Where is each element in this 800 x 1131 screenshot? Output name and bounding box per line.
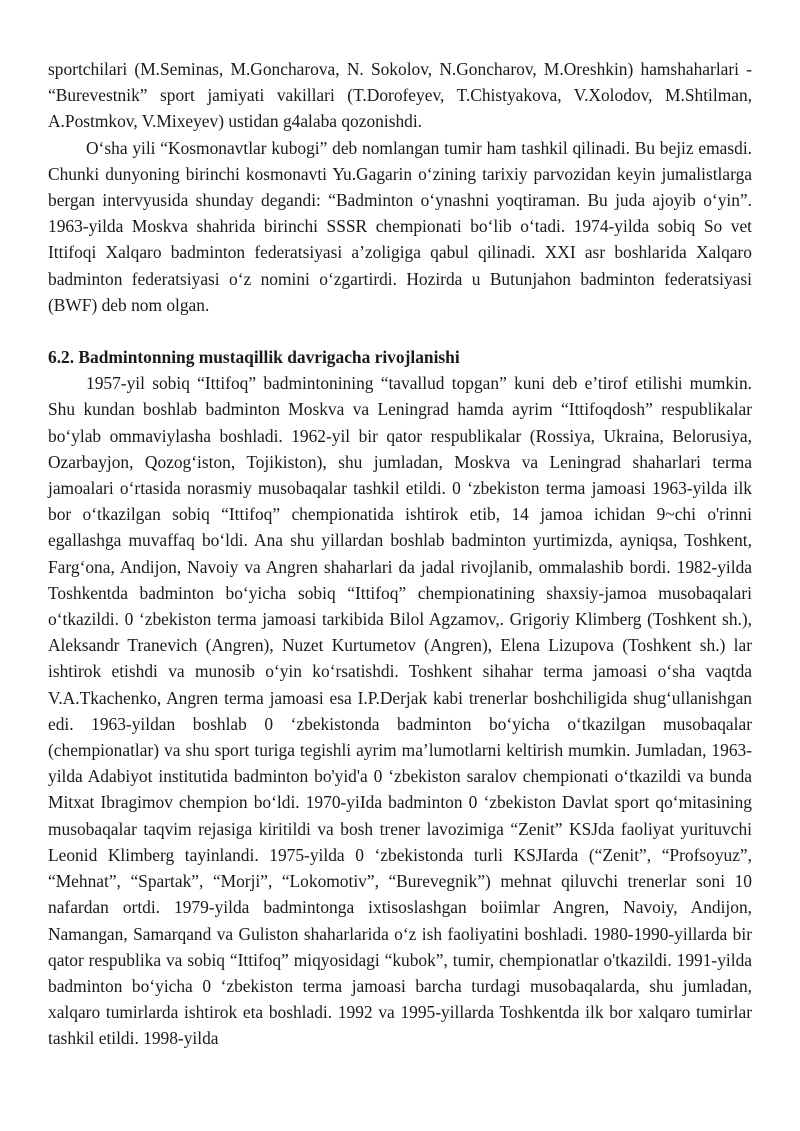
section-spacer <box>48 318 752 344</box>
section-heading: 6.2. Badmintonning mustaqillik davrigacha rivojlanishi <box>48 347 460 368</box>
document-page <box>48 56 752 1052</box>
paragraph-continuation: sportchilari (M.Seminas, M.Goncharova, N. Sokolov, N.Goncharov, M.Oreshkin) hamshaharlari - “Burevestnik” sport jamiyati vakillari (T.Dorofeyev, T.Chistyakova, V.Xolodov, M.Shtilman, A.Postmkov, V.Mixeyev) ustidan g4alaba qozonishdi. <box>48 59 752 132</box>
paragraph-section-body: 1957-yil sobiq “Ittifoq” badmintonining “tavallud topgan” kuni deb e’tirof etilishi mumkin. Shu kundan boshlab badminton Moskva va Leningrad hamda ayrim “Ittifoqdosh” respublikalar bo‘ylab ommaviylasha boshladi. 1962-yil bir qator respublikalar (Rossiya, Ukraina, Belorusiya, Ozarbayjon, Qozog‘iston, Tojikiston), shu jumladan, Moskva va Leningrad shaharlari terma jamoalari o‘rtasida norasmiy musobaqalar tashkil etildi. 0 ‘zbekiston terma jamoasi 1963-yilda ilk bor o‘tkazilgan sobiq “Ittifoq” chempionatida ishtirok etib, 14 jamoa ichidan 9~chi o'rinni egallashga muvaffaq bo‘ldi. Ana shu yillardan boshlab badminton yurtimizda, ayniqsa, Toshkent, Farg‘ona, Andijon, Navoiy va Angren shaharlari da jadal rivojlanib, ommalashib bordi. 1982-yilda Toshkentda badminton bo‘yicha sobiq “Ittifoq” chempionatining shaxsiy-jamoa musobaqalari o‘tkazildi. 0 ‘zbekiston terma jamoasi tarkibida Bilol Agzamov,. Grigoriy Klimberg (Toshkent sh.), Aleksandr Tranevich (Angren), Nuzet Kurtumetov (Angren), Elena Lizupova (Toshkent sh.) lar ishtirok etishdi va munosib o‘yin ko‘rsatishdi. Toshkent sihahar terma jamoasi o‘sha vaqtda V.A.Tkachenko, Angren terma jamoasi esa I.P.Derjak kabi trenerlar boshchiligida shug‘ullanishgan edi. 1963-yildan boshlab 0 ‘zbekistonda badminton bo‘yicha o‘tkazilgan musobaqalar (chempionatlar) va shu sport turiga tegishli ayrim ma’lumotlarni keltirish mumkin. Jumladan, 1963- yilda Adabiyot institutida badminton bo'yid'a 0 ‘zbekiston saralov chempionati o‘tkazildi va bunda Mitxat Ibragimov chempion bo‘ldi. 1970-yiIda badminton 0 ‘zbekiston Davlat sport qo‘mitasining musobaqalar taqvim rejasiga kiritildi va bosh trener lavozimiga “Zenit” KSJda faoliyat yurituvchi Leonid Klimberg tayinlandi. 1975-yilda 0 ‘zbekistonda turli KSJIarda (“Zenit”, “Profsoyuz”, “Mehnat”, “Spartak”, “Morji”, “Lokomotiv”, “Burevegnik”) mehnat qiluvchi trenerlar soni 10 nafardan ortdi. 1979-yilda badmintonga ixtisoslashgan boiimlar Angren, Navoiy, Andijon, Namangan, Samarqand va Guliston shaharlarida o‘z ish faoliyatini boshladi. 1980-1990-yillarda bir qator respublika va sobiq “Ittifoq” miqyosidagi “kubok”, tumir, chempionatlar o'tkazildi. 1991-yilda badminton bo‘yicha 0 ‘zbekiston terma jamoasi barcha turdagi musobaqalarda, shu jumladan, xalqaro tumirlarda ishtirok eta boshladi. 1992 va 1995-yillarda Toshkentda ilk bor xalqaro tumirlar tashkil etildi. 1998-yilda <box>48 373 752 1049</box>
paragraph-kosmonavtlar-kubogi: O‘sha yili “Kosmonavtlar kubogi” deb nomlangan tumir ham tashkil qilinadi. Bu bejiz emasdi. Chunki dunyoning birinchi kosmonavti Yu.Gagarin o‘zining tarixiy parvozidan keyin jumalistlarga bergan intervyusida shunday degandi: “Badminton o‘ynashni yoqtiraman. Bu juda ajoyib o‘yin”. 1963-yilda Moskva shahrida birinchi SSSR chempionati bo‘lib o‘tadi. 1974-yilda sobiq So vet Ittifoqi Xalqaro badminton federatsiyasi a’zoligiga qabul qilinadi. XXI asr boshlarida Xalqaro badminton federatsiyasi o‘z nomini o‘zgartirdi. Hozirda u Butunjahon badminton federatsiyasi (BWF) deb nom olgan. <box>48 137 752 315</box>
